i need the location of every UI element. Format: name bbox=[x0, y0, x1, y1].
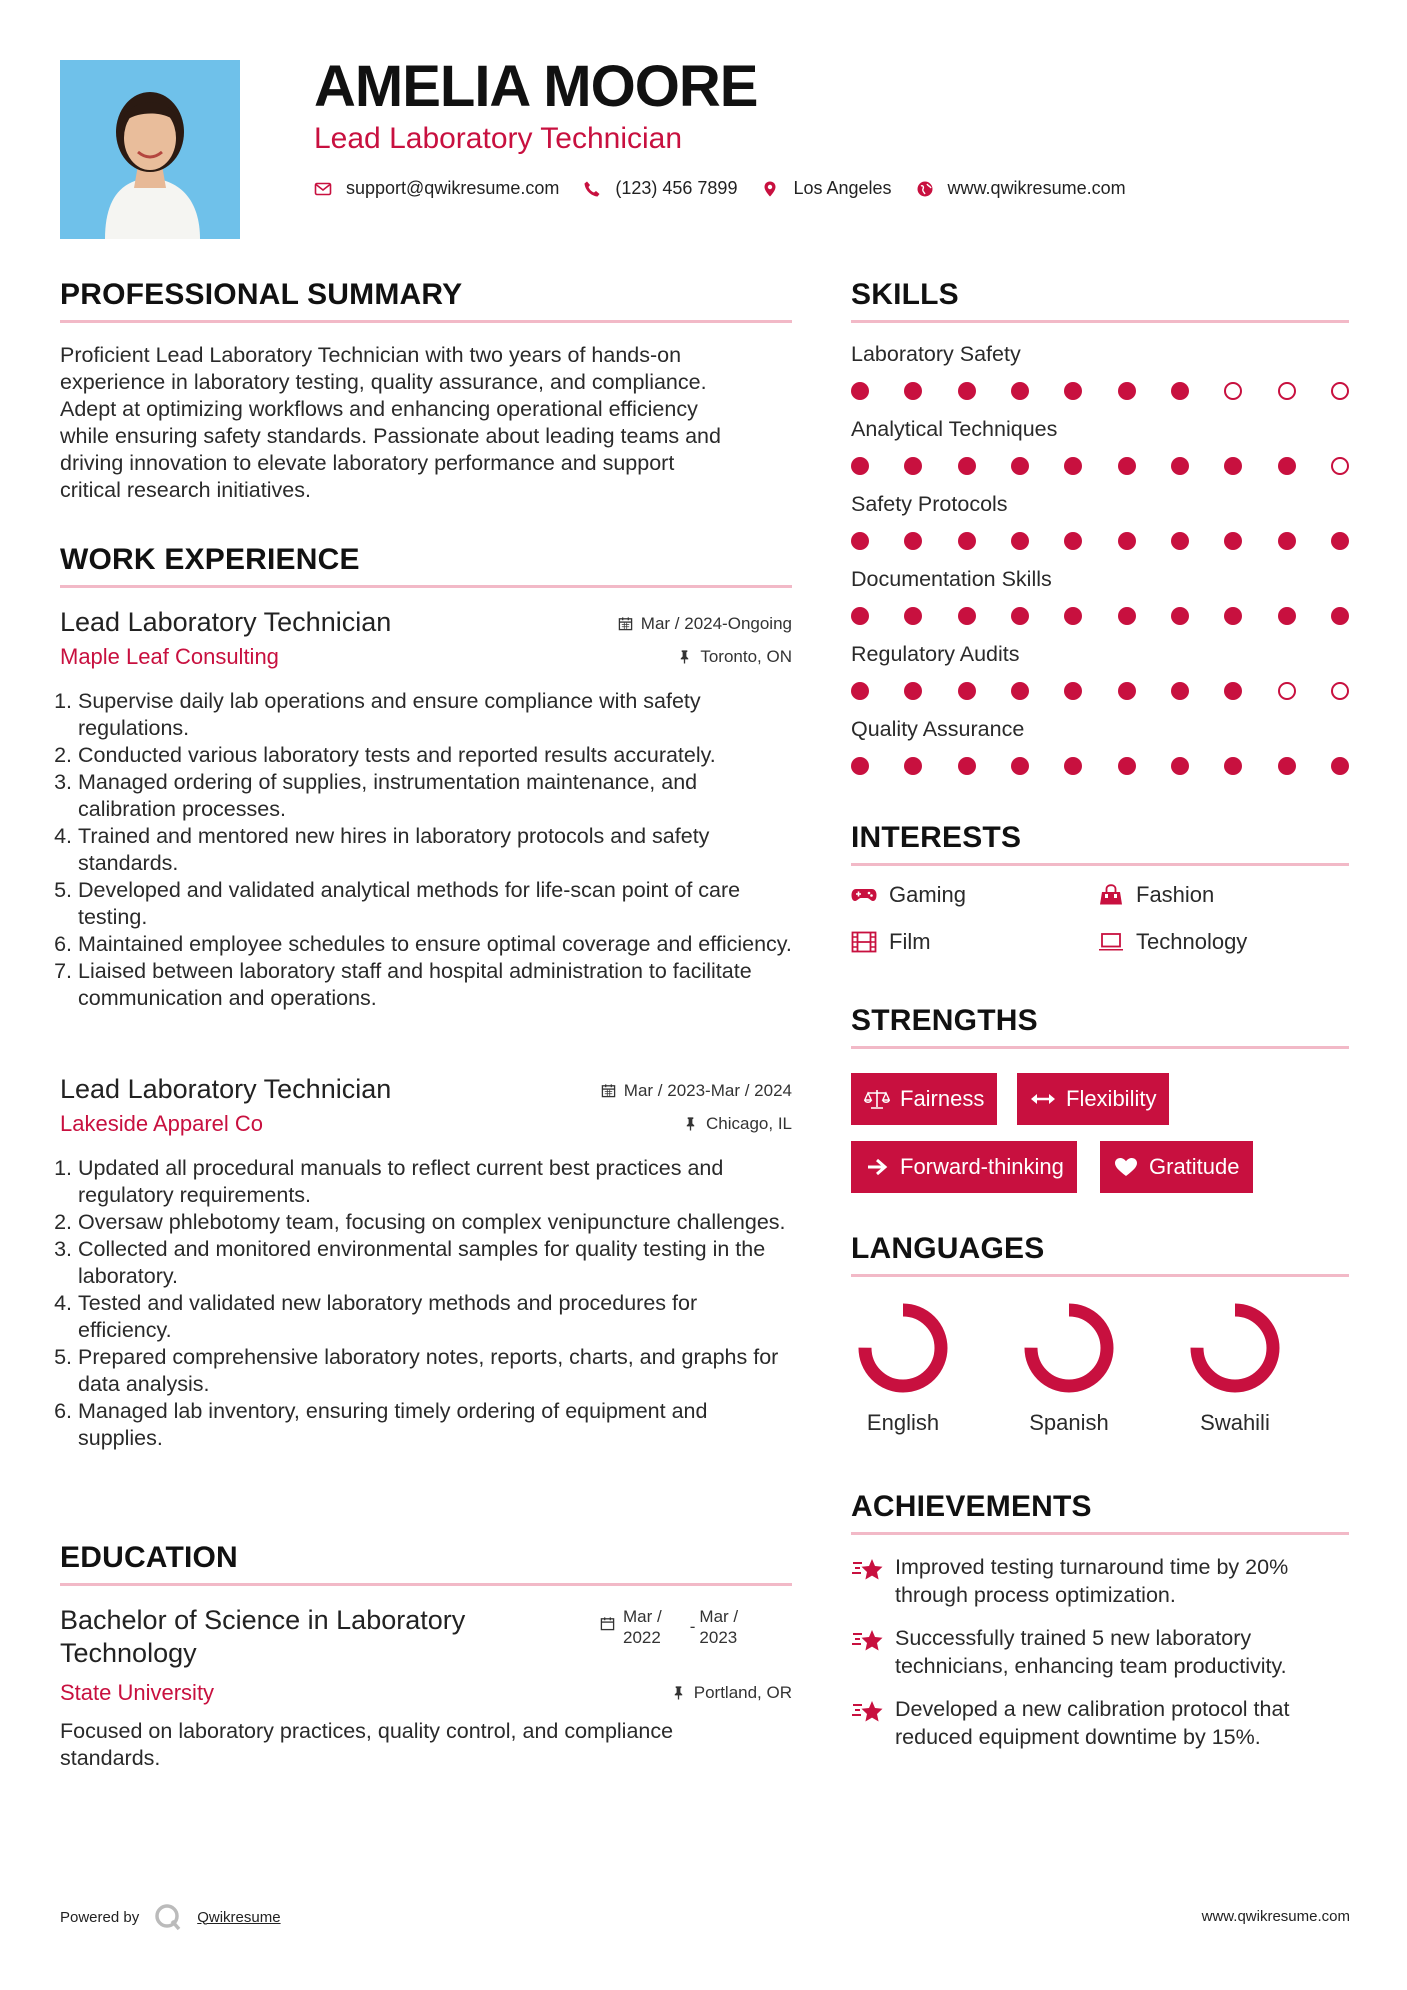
languages-heading: LANGUAGES bbox=[851, 1232, 1045, 1265]
rating-dot-filled bbox=[1278, 532, 1296, 550]
achievements-heading: ACHIEVEMENTS bbox=[851, 1490, 1092, 1523]
list-item: 5. Developed and validated analytical methods for life-scan point of care testing. bbox=[78, 877, 792, 931]
skill-name: Safety Protocols bbox=[851, 492, 1008, 516]
shopping-bag-icon bbox=[1098, 884, 1124, 906]
contact-bar bbox=[314, 178, 1150, 199]
website-text: www.qwikresume.com bbox=[947, 178, 1126, 198]
summary-heading: PROFESSIONAL SUMMARY bbox=[60, 278, 463, 311]
film-icon bbox=[851, 931, 877, 953]
skill-item bbox=[851, 342, 1351, 400]
education-end: Mar / 2023 bbox=[699, 1607, 739, 1647]
rating-dot-filled bbox=[904, 532, 922, 550]
interest-fashion: Fashion bbox=[1098, 882, 1214, 908]
rating-dot-filled bbox=[1011, 457, 1029, 475]
job-entry-2 bbox=[60, 1073, 792, 1452]
skill-item bbox=[851, 642, 1351, 700]
list-item: 5. Prepared comprehensive laboratory notes, reports, charts, and graphs for data analysis. bbox=[78, 1344, 792, 1398]
summary-text bbox=[60, 342, 800, 504]
skill-rating bbox=[851, 382, 1349, 400]
skill-name: Analytical Techniques bbox=[851, 417, 1058, 441]
rating-dot-filled bbox=[904, 457, 922, 475]
achievements-divider bbox=[851, 1532, 1349, 1535]
skill-item bbox=[851, 567, 1351, 625]
summary-divider bbox=[60, 320, 792, 323]
rating-dot-filled bbox=[1118, 532, 1136, 550]
rating-dot-filled bbox=[1011, 382, 1029, 400]
list-item: 2. Conducted various laboratory tests and reported results accurately. bbox=[78, 742, 792, 769]
rating-dot-filled bbox=[851, 457, 869, 475]
contact-location bbox=[761, 178, 891, 199]
shooting-star-icon bbox=[851, 1626, 885, 1656]
language-progress-ring bbox=[855, 1300, 951, 1396]
rating-dot-filled bbox=[1118, 607, 1136, 625]
rating-dot-filled bbox=[851, 532, 869, 550]
pushpin-icon bbox=[671, 1685, 686, 1700]
language-name: Swahili bbox=[1200, 1410, 1270, 1435]
laptop-icon bbox=[1098, 931, 1124, 953]
profile-photo bbox=[60, 60, 240, 239]
language-item bbox=[843, 1300, 963, 1436]
list-item: 2. Oversaw phlebotomy team, focusing on complex venipuncture challenges. bbox=[78, 1209, 792, 1236]
rating-dot-filled bbox=[1224, 757, 1242, 775]
achievement-item: Successfully trained 5 new laboratory technicians, enhancing team productivity. bbox=[851, 1624, 1351, 1680]
job-company: Maple Leaf Consulting bbox=[60, 644, 279, 670]
rating-dot-filled bbox=[851, 607, 869, 625]
footer-powered-by: Powered by Qwikresume bbox=[60, 1902, 281, 1932]
rating-dot-filled bbox=[1171, 682, 1189, 700]
rating-dot-empty bbox=[1278, 682, 1296, 700]
rating-dot-filled bbox=[1118, 682, 1136, 700]
arrows-horizontal-icon bbox=[1030, 1088, 1056, 1110]
skill-rating bbox=[851, 682, 1349, 700]
skill-name: Quality Assurance bbox=[851, 717, 1025, 741]
rating-dot-filled bbox=[1064, 532, 1082, 550]
rating-dot-empty bbox=[1331, 382, 1349, 400]
candidate-name: AMELIA MOORE bbox=[314, 54, 758, 119]
rating-dot-filled bbox=[1331, 532, 1349, 550]
calendar-icon bbox=[600, 1616, 615, 1631]
avatar bbox=[60, 60, 240, 239]
balance-scale-icon bbox=[864, 1088, 890, 1110]
rating-dot-filled bbox=[851, 682, 869, 700]
skill-item bbox=[851, 717, 1351, 775]
rating-dot-filled bbox=[1064, 457, 1082, 475]
rating-dot-filled bbox=[1278, 607, 1296, 625]
rating-dot-filled bbox=[1064, 682, 1082, 700]
list-item: 6. Maintained employee schedules to ensure optimal coverage and efficiency. bbox=[78, 931, 792, 958]
skill-name: Laboratory Safety bbox=[851, 342, 1021, 366]
rating-dot-empty bbox=[1331, 682, 1349, 700]
summary-line: critical research initiatives. bbox=[60, 478, 311, 502]
rating-dot-filled bbox=[904, 757, 922, 775]
job-bullets bbox=[60, 688, 792, 1012]
gamepad-icon bbox=[851, 884, 877, 906]
rating-dot-filled bbox=[958, 457, 976, 475]
rating-dot-filled bbox=[1118, 457, 1136, 475]
rating-dot-filled bbox=[1118, 757, 1136, 775]
rating-dot-filled bbox=[851, 757, 869, 775]
rating-dot-filled bbox=[1064, 382, 1082, 400]
rating-dot-filled bbox=[1224, 607, 1242, 625]
education-divider bbox=[60, 1583, 792, 1586]
pushpin-icon bbox=[677, 649, 692, 664]
rating-dot-filled bbox=[958, 757, 976, 775]
language-name: English bbox=[866, 1410, 940, 1435]
summary-line: Adept at optimizing workflows and enhancing operational efficiency bbox=[60, 397, 698, 421]
rating-dot-filled bbox=[1278, 757, 1296, 775]
skill-rating bbox=[851, 532, 1349, 550]
skill-name: Regulatory Audits bbox=[851, 642, 1020, 666]
interests-heading: INTERESTS bbox=[851, 821, 1022, 854]
list-item: 1. Updated all procedural manuals to reflect current best practices and regulatory requirements. bbox=[78, 1155, 792, 1209]
rating-dot-filled bbox=[1224, 457, 1242, 475]
list-item: 1. Supervise daily lab operations and ensure compliance with safety regulations. bbox=[78, 688, 792, 742]
rating-dot-filled bbox=[1011, 532, 1029, 550]
strength-flexibility: Flexibility bbox=[1017, 1073, 1169, 1125]
list-item: 3. Collected and monitored environmental samples for quality testing in the laboratory. bbox=[78, 1236, 792, 1290]
rating-dot-filled bbox=[1331, 607, 1349, 625]
language-item bbox=[1175, 1300, 1295, 1436]
rating-dot-filled bbox=[958, 682, 976, 700]
rating-dot-filled bbox=[1064, 757, 1082, 775]
rating-dot-filled bbox=[1171, 457, 1189, 475]
email-text: support@qwikresume.com bbox=[346, 178, 560, 198]
footer-website[interactable]: www.qwikresume.com bbox=[1201, 1908, 1350, 1925]
skill-rating bbox=[851, 757, 1349, 775]
strength-gratitude: Gratitude bbox=[1100, 1141, 1253, 1193]
rating-dot-filled bbox=[1171, 382, 1189, 400]
skill-rating bbox=[851, 607, 1349, 625]
rating-dot-filled bbox=[1224, 532, 1242, 550]
rating-dot-filled bbox=[1224, 682, 1242, 700]
footer-brand-link[interactable]: Qwikresume bbox=[197, 1908, 281, 1926]
skill-name: Documentation Skills bbox=[851, 567, 1052, 591]
summary-line: experience in laboratory testing, quality assurance, and compliance. bbox=[60, 370, 707, 394]
interests-divider bbox=[851, 863, 1349, 866]
rating-dot-filled bbox=[958, 532, 976, 550]
education-description: Focused on laboratory practices, quality control, and compliance standards. bbox=[60, 1719, 674, 1770]
list-item: 7. Liaised between laboratory staff and hospital administration to facilitate communication and operations. bbox=[78, 958, 792, 1012]
job-location: Toronto, ON bbox=[677, 647, 792, 667]
pushpin-icon bbox=[683, 1116, 698, 1131]
envelope-icon bbox=[314, 180, 332, 198]
contact-email[interactable] bbox=[314, 178, 559, 199]
rating-dot-filled bbox=[904, 382, 922, 400]
contact-phone[interactable] bbox=[583, 178, 737, 199]
rating-dot-empty bbox=[1331, 457, 1349, 475]
skills-divider bbox=[851, 320, 1349, 323]
rating-dot-filled bbox=[851, 382, 869, 400]
education-date: Mar / 2022 - Mar / 2023 bbox=[600, 1606, 738, 1648]
shooting-star-icon bbox=[851, 1697, 885, 1727]
shooting-star-icon bbox=[851, 1555, 885, 1585]
rating-dot-empty bbox=[1224, 382, 1242, 400]
summary-line: while ensuring safety standards. Passionate about leading teams and bbox=[60, 424, 721, 448]
rating-dot-filled bbox=[904, 607, 922, 625]
list-item: 3. Managed ordering of supplies, instrumentation maintenance, and calibration processes. bbox=[78, 769, 792, 823]
rating-dot-filled bbox=[1011, 757, 1029, 775]
rating-dot-filled bbox=[1171, 757, 1189, 775]
language-progress-ring bbox=[1187, 1300, 1283, 1396]
job-date: Mar / 2023-Mar / 2024 bbox=[601, 1081, 792, 1101]
education-school-row bbox=[60, 1680, 792, 1706]
education-start: Mar / 2022 bbox=[623, 1607, 662, 1647]
rating-dot-filled bbox=[958, 607, 976, 625]
language-progress-ring bbox=[1021, 1300, 1117, 1396]
job-title: Lead Laboratory Technician bbox=[60, 1074, 392, 1104]
education-degree: Bachelor of Science in Laboratory Technology bbox=[60, 1605, 466, 1668]
experience-divider bbox=[60, 585, 792, 588]
language-progress-arc bbox=[1031, 1310, 1107, 1386]
language-progress-arc bbox=[865, 1310, 941, 1386]
phone-icon bbox=[583, 180, 601, 198]
summary-line: Proficient Lead Laboratory Technician with two years of hands-on bbox=[60, 343, 682, 367]
languages-divider bbox=[851, 1274, 1349, 1277]
job-location: Chicago, IL bbox=[683, 1114, 792, 1134]
rating-dot-filled bbox=[1011, 607, 1029, 625]
job-title: Lead Laboratory Technician bbox=[60, 607, 392, 637]
skill-item bbox=[851, 417, 1351, 475]
job-company: Lakeside Apparel Co bbox=[60, 1111, 264, 1137]
achievement-item: Improved testing turnaround time by 20% through process optimization. bbox=[851, 1553, 1351, 1609]
interest-gaming: Gaming bbox=[851, 882, 966, 908]
job-entry-1 bbox=[60, 606, 792, 1012]
rating-dot-filled bbox=[1011, 682, 1029, 700]
interest-film: Film bbox=[851, 929, 931, 955]
rating-dot-filled bbox=[1331, 757, 1349, 775]
language-item bbox=[1009, 1300, 1129, 1436]
calendar-icon bbox=[618, 616, 633, 631]
skills-heading: SKILLS bbox=[851, 278, 959, 311]
contact-website[interactable] bbox=[916, 178, 1126, 199]
language-name: Spanish bbox=[1029, 1410, 1109, 1435]
rating-dot-empty bbox=[1278, 382, 1296, 400]
rating-dot-filled bbox=[1171, 532, 1189, 550]
list-item: 4. Trained and mentored new hires in laboratory protocols and safety standards. bbox=[78, 823, 792, 877]
globe-icon bbox=[916, 180, 934, 198]
calendar-icon bbox=[601, 1083, 616, 1098]
language-progress-arc bbox=[1197, 1310, 1273, 1386]
skill-rating bbox=[851, 457, 1349, 475]
rating-dot-filled bbox=[1064, 607, 1082, 625]
list-item: 6. Managed lab inventory, ensuring timely ordering of equipment and supplies. bbox=[78, 1398, 792, 1452]
list-item: 4. Tested and validated new laboratory methods and procedures for efficiency. bbox=[78, 1290, 792, 1344]
arrow-right-icon bbox=[864, 1156, 890, 1178]
strength-forward-thinking: Forward-thinking bbox=[851, 1141, 1077, 1193]
map-marker-icon bbox=[761, 180, 779, 198]
education-school: State University bbox=[60, 1680, 215, 1705]
candidate-title: Lead Laboratory Technician bbox=[314, 122, 683, 155]
strengths-divider bbox=[851, 1046, 1349, 1049]
job-date: Mar / 2024-Ongoing bbox=[618, 614, 792, 634]
education-heading: EDUCATION bbox=[60, 1541, 238, 1574]
phone-text: (123) 456 7899 bbox=[615, 178, 738, 198]
interest-technology: Technology bbox=[1098, 929, 1247, 955]
rating-dot-filled bbox=[1278, 457, 1296, 475]
heart-icon bbox=[1113, 1156, 1139, 1178]
skill-item bbox=[851, 492, 1351, 550]
rating-dot-filled bbox=[1171, 607, 1189, 625]
rating-dot-filled bbox=[904, 682, 922, 700]
rating-dot-filled bbox=[1118, 382, 1136, 400]
rating-dot-filled bbox=[958, 382, 976, 400]
experience-heading: WORK EXPERIENCE bbox=[60, 543, 360, 576]
location-text: Los Angeles bbox=[793, 178, 892, 198]
strength-fairness: Fairness bbox=[851, 1073, 997, 1125]
achievement-item: Developed a new calibration protocol that reduced equipment downtime by 15%. bbox=[851, 1695, 1351, 1751]
job-bullets bbox=[60, 1155, 792, 1452]
education-location: Portland, OR bbox=[671, 1683, 792, 1703]
strengths-heading: STRENGTHS bbox=[851, 1004, 1038, 1037]
summary-line: driving innovation to elevate laboratory performance and support bbox=[60, 451, 675, 475]
qwikresume-logo-icon bbox=[153, 1902, 183, 1932]
